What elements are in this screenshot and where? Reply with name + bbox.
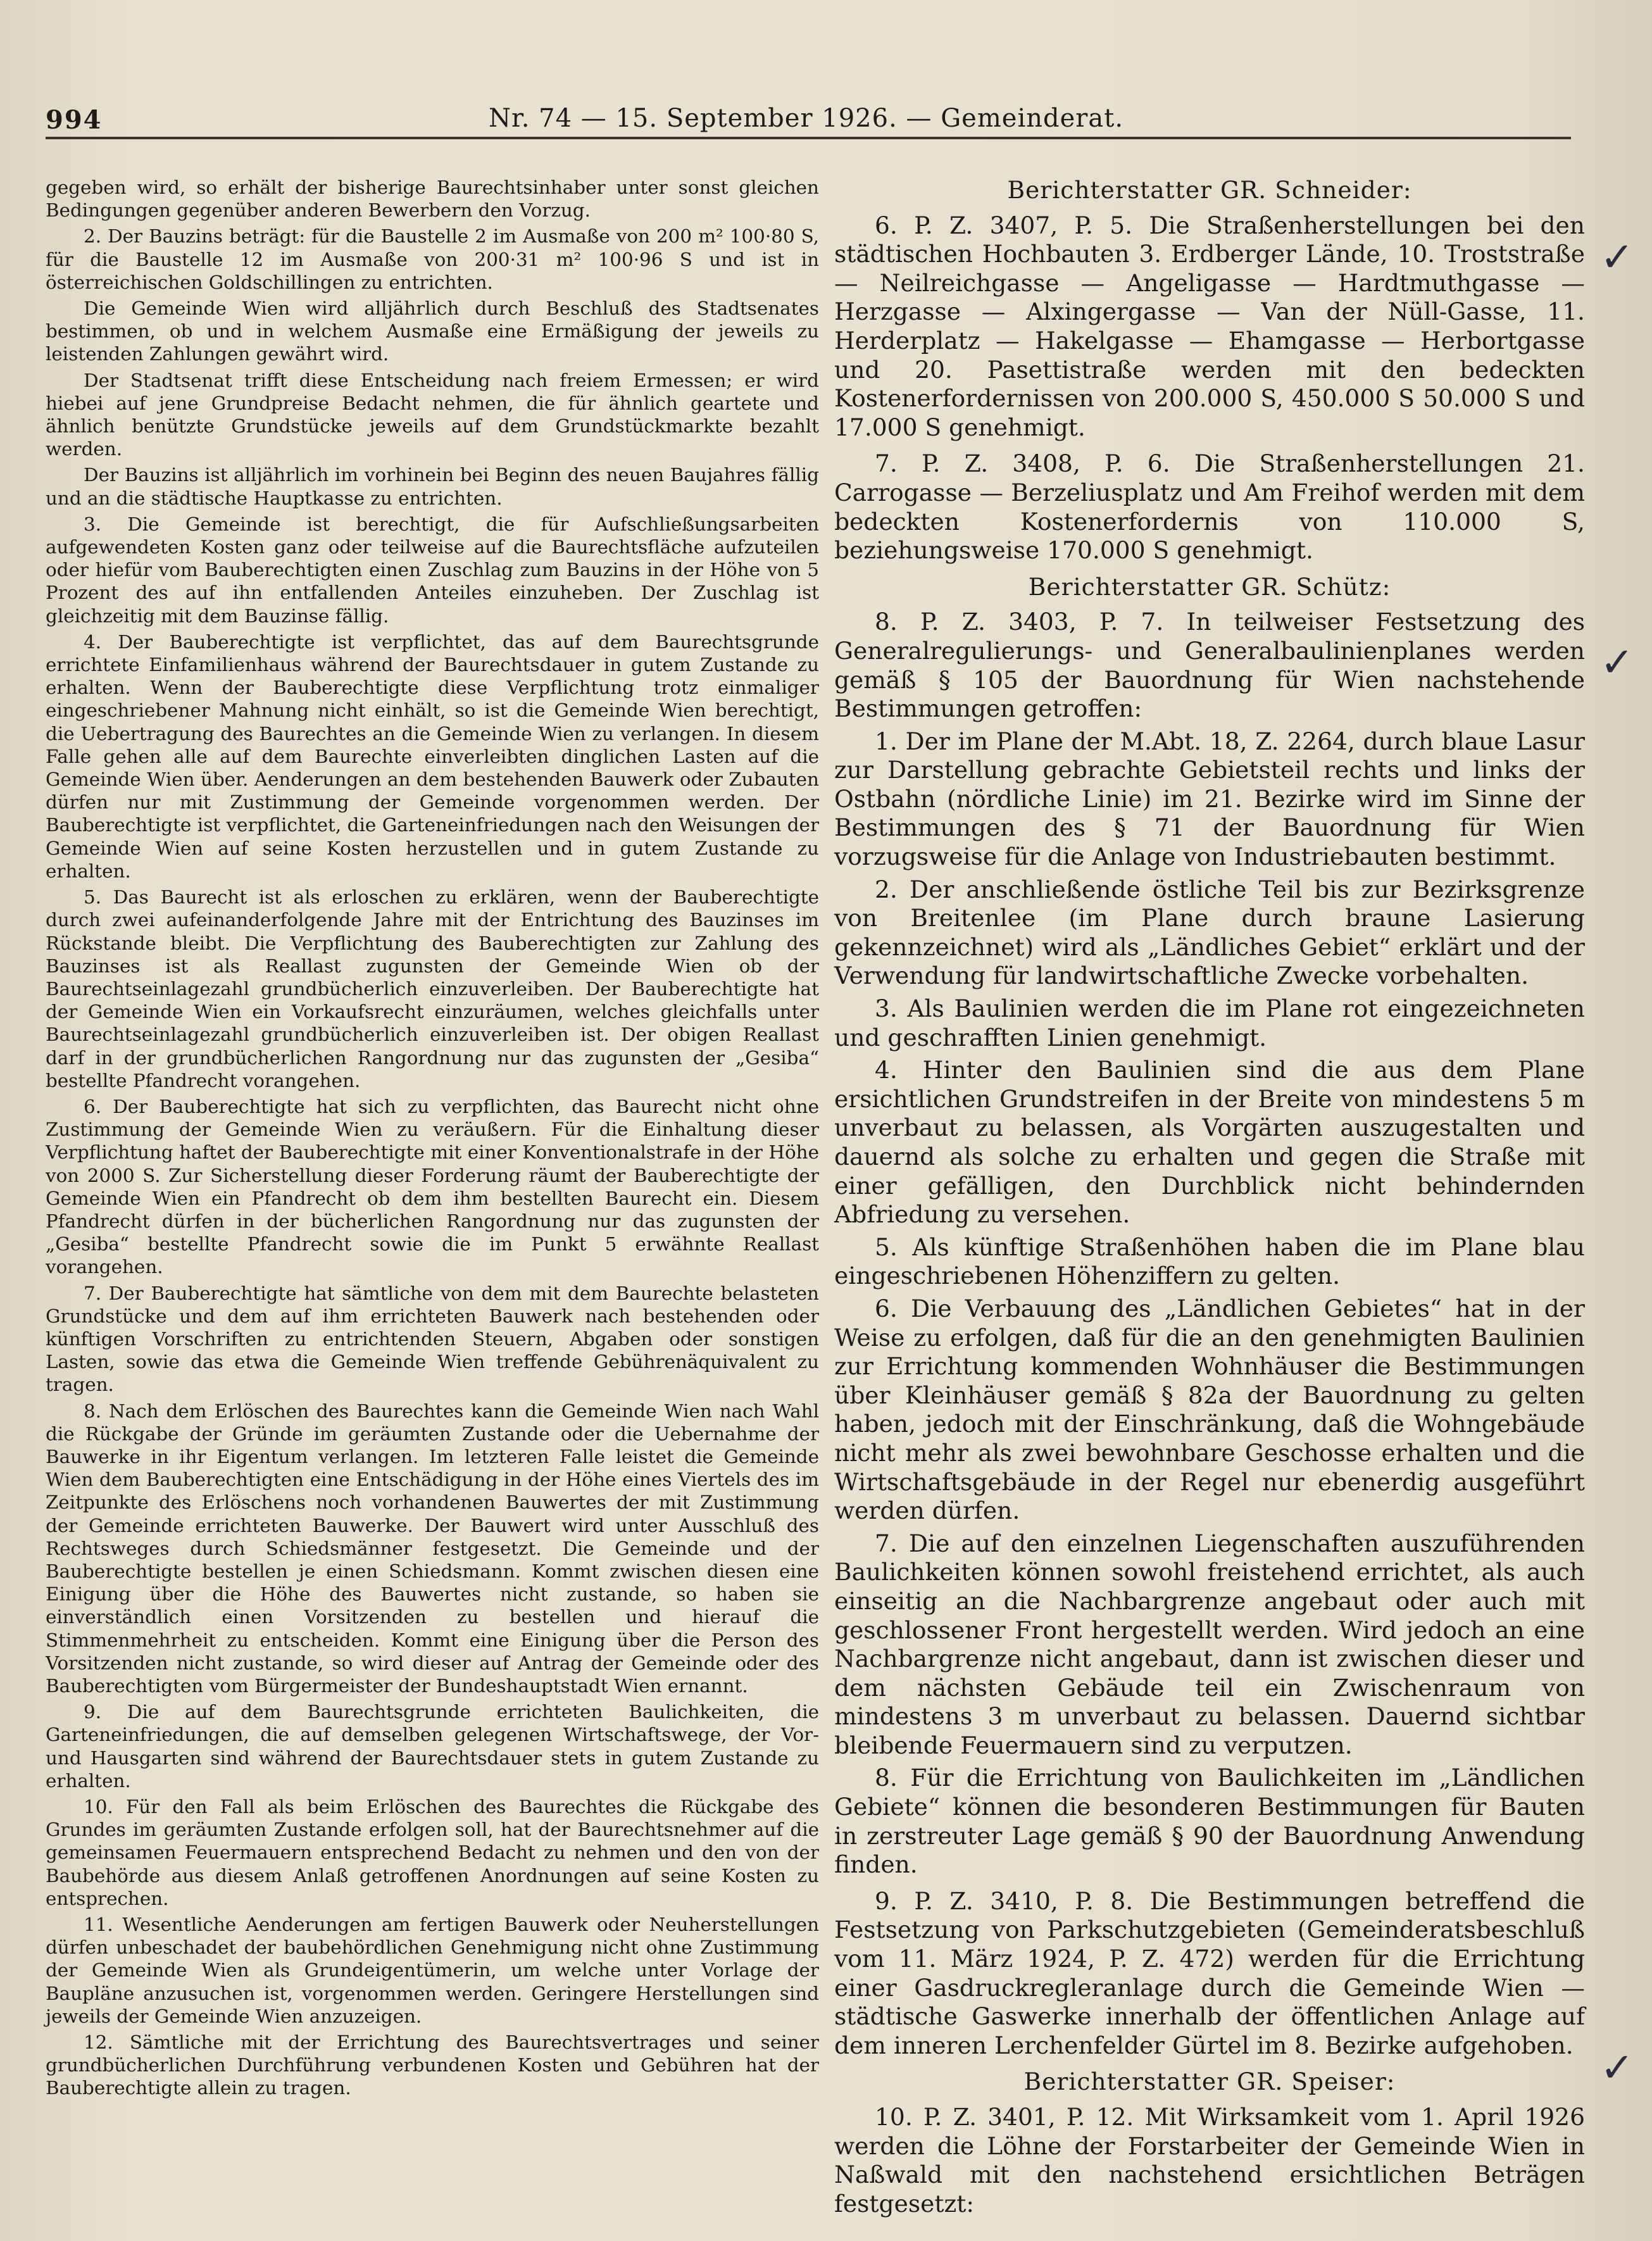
page-number: 994 <box>46 105 103 135</box>
pencil-check-mark-icon: ✓ <box>1600 639 1634 686</box>
pencil-check-mark-icon: ✓ <box>1600 234 1634 281</box>
paragraph: 2. Der Bauzins beträgt: für die Baustelle 2 im Ausmaße von 200 m² 100·80 S, für die Baustelle 12 im Ausmaße von 200·31 m² 100·96 S und ist in österreichischen Goldschillingen zu entrichten. <box>46 225 819 293</box>
paragraph: 3. Die Gemeinde ist berechtigt, die für Aufschließungsarbeiten aufgewendeten Kosten ganz oder teilweise auf die Baurechtsfläche aufzuteilen oder hiefür vom Bauberechtigten einen Zuschlag zum Bauzins in der Höhe von 5 Prozent des auf ihn entfallenden Anteiles einzuheben. Der Zuschlag ist gleichzeitig mit dem Bauzinse fällig. <box>46 513 819 627</box>
agenda-item-7: 7. P. Z. 3408, P. 6. Die Straßenherstellungen 21. Carrogasse — Berzeliusplatz und Am Freihof werden mit dem bedeckten Kostenerfordernis von 110.000 S, beziehungsweise 170.000 S genehmigt. <box>834 449 1585 565</box>
agenda-item-8: 8. P. Z. 3403, P. 7. In teilweiser Festsetzung des Generalregulierungs- und Generalbaulinienplanes werden gemäß § 105 der Bauordnung für Wien nachstehende Bestimmungen getroffen: <box>834 608 1585 723</box>
sub-item: 1. Der im Plane der M.Abt. 18, Z. 2264, durch blaue Lasur zur Darstellung gebrachte Gebietsteil rechts und links der Ostbahn (nördliche Linie) im 21. Bezirke wird im Sinne der Bestimmungen des § 71 der Bauordnung für Wien vorzugsweise für die Anlage von Industriebauten bestimmt. <box>834 727 1585 871</box>
paragraph: 11. Wesentliche Aenderungen am fertigen Bauwerk oder Neuherstellungen dürfen unbeschadet der baubehördlichen Genehmigung nicht ohne Zustimmung der Gemeinde Wien als Grundeigentümerin, um welche unter Vorlage der Baupläne anzusuchen ist, vorgenommen werden. Geringere Herstellungen sind jeweils der Gemeinde Wien anzuzeigen. <box>46 1914 819 2027</box>
sub-item: 6. Die Verbauung des „Ländlichen Gebietes“ hat in der Weise zu erfolgen, daß für die an den genehmigten Baulinien zur Errichtung kommenden Wohnhäuser die Bestimmungen über Kleinhäuser gemäß § 82a der Bauordnung zu gelten haben, jedoch mit der Einschränkung, daß die Wohngebäude nicht mehr als zwei bewohnbare Geschosse erhalten und die Wirtschaftsgebäude in der Regel nur ebenerdig ausgeführt werden dürfen. <box>834 1294 1585 1525</box>
sub-item: 7. Die auf den einzelnen Liegenschaften auszuführenden Baulichkeiten können sowohl freistehend errichtet, als auch einseitig an die Nachbargrenze angebaut oder auch mit geschlossener Front hergestellt werden. Wird jedoch an eine Nachbargrenze nicht angebaut, dann ist zwischen dieser und dem nächsten Gebäude teil ein Zwischenraum von mindestens 3 m unverbaut zu belassen. Dauernd sichtbar bleibende Feuermauern sind zu verputzen. <box>834 1529 1585 1759</box>
left-column <box>46 176 819 2103</box>
rapporteur-heading: Berichterstatter GR. Schneider: <box>1007 176 1412 204</box>
paragraph: 7. Der Bauberechtigte hat sämtliche von dem mit dem Baurechte belasteten Grundstücke und dem auf ihm errichteten Bauwerk nach bestehenden oder künftigen Vorschriften zu entrichtenden Steuern, Abgaben oder sonstigen Lasten, sowie das etwa die Gemeinde Wien treffende Gebührenäquivalent zu tragen. <box>46 1282 819 1396</box>
sub-item: 3. Als Baulinien werden die im Plane rot eingezeichneten und geschrafften Linien genehmigt. <box>834 995 1585 1051</box>
header-rule <box>46 137 1571 139</box>
running-title: Nr. 74 — 15. September 1926. — Gemeinderat. <box>489 104 1124 133</box>
paragraph: 4. Der Bauberechtigte ist verpflichtet, das auf dem Baurechtsgrunde errichtete Einfamilienhaus während der Baurechtsdauer in gutem Zustande zu erhalten. Wenn der Bauberechtigte diese Verpflichtung trotz einmaliger eingeschriebener Mahnung nicht einhält, so ist die Gemeinde Wien berechtigt, die Uebertragung des Baurechtes an die Gemeinde Wien zu verlangen. In diesem Falle gehen alle auf dem Baurechte einverleibten dinglichen Lasten auf die Gemeinde Wien über. Aenderungen an dem bestehenden Bauwerk oder Zubauten dürfen nur mit Zustimmung der Gemeinde vorgenommen werden. Der Bauberechtigte ist verpflichtet, die Garteneinfriedungen nach den Weisungen der Gemeinde Wien auf seine Kosten herzustellen und in gutem Zustande zu erhalten. <box>46 631 819 882</box>
sub-item: 2. Der anschließende östliche Teil bis zur Bezirksgrenze von Breitenlee (im Plane durch braune Lasierung gekennzeichnet) wird als „Ländliches Gebiet“ erklärt und der Verwendung für landwirtschaftliche Zwecke vorbehalten. <box>834 875 1585 990</box>
sub-item: 5. Als künftige Straßenhöhen haben die im Plane blau eingeschriebenen Höhenziffern zu gelten. <box>834 1233 1585 1290</box>
paragraph: Der Bauzins ist alljährlich im vorhinein bei Beginn des neuen Baujahres fällig und an die städtische Hauptkasse zu entrichten. <box>46 464 819 509</box>
sub-item: 8. Für die Errichtung von Baulichkeiten im „Ländlichen Gebiete“ können die besonderen Bestimmungen für Bauten in zerstreuter Lage gemäß § 90 der Bauordnung Anwendung finden. <box>834 1764 1585 1879</box>
paragraph: 5. Das Baurecht ist als erloschen zu erklären, wenn der Bauberechtigte durch zwei aufeinanderfolgende Jahre mit der Entrichtung des Bauzinses im Rückstande bleibt. Die Verpflichtung des Bauberechtigten zur Zahlung des Bauzinses ist als Reallast zugunsten der Gemeinde Wien ob der Baurechtseinlagezahl grundbücherlich einzuverleiben. Der Bauberechtigte hat der Gemeinde Wien ein Vorkaufsrecht einzuräumen, welches gleichfalls unter Baurechtseinlagezahl grundbücherlich einzuverleiben ist. Der obigen Reallast darf in der grundbücherlichen Rangordnung nur das zugunsten der „Gesiba“ bestellte Pfandrecht vorangehen. <box>46 886 819 1091</box>
paragraph: Der Stadtsenat trifft diese Entscheidung nach freiem Ermessen; er wird hiebei auf jene Grundpreise Bedacht nehmen, die für ähnlich geartete und ähnlich benützte Grundstücke jeweils auf dem Grundstückmarkte bezahlt werden. <box>46 369 819 460</box>
paragraph: gegeben wird, so erhält der bisherige Baurechtsinhaber unter sonst gleichen Bedingungen gegenüber anderen Bewerbern den Vorzug. <box>46 177 819 222</box>
agenda-item-10: 10. P. Z. 3401, P. 12. Mit Wirksamkeit vom 1. April 1926 werden die Löhne der Forstarbeiter der Gemeinde Wien in Naßwald mit den nachstehend ersichtlichen Beträgen festgesetzt: <box>834 2103 1585 2218</box>
paragraph: 10. Für den Fall als beim Erlöschen des Baurechtes die Rückgabe des Grundes im geräumten Zustande erfolgen soll, hat der Baurechtsnehmer auf die gemeinsamen Feuermauern entsprechend Bedacht zu nehmen und den von der Baubehörde aus diesem Anlaß getroffenen Anordnungen auf seine Kosten zu entsprechen. <box>46 1796 819 1909</box>
paragraph: 8. Nach dem Erlöschen des Baurechtes kann die Gemeinde Wien nach Wahl die Rückgabe der Gründe im geräumten Zustande oder die Uebernahme der Bauwerke in ihr Eigentum verlangen. Im letzteren Falle leistet die Gemeinde Wien dem Bauberechtigten eine Entschädigung in der Höhe eines Viertels des im Zeitpunkte des Erlöschens noch vorhandenen Bauwertes der mit Zustimmung der Gemeinde errichteten Bauwerke. Der Bauwert wird unter Ausschluß des Rechtsweges durch Schiedsmänner festgesetzt. Die Gemeinde und der Bauberechtigte bestellen je einen Schiedsmann. Kommt zwischen diesen eine Einigung über die Höhe des Bauwertes nicht zustande, so haben sie einverständlich einen Vorsitzenden zu bestellen und hierauf die Stimmenmehrheit zu entscheiden. Kommt eine Einigung über die Person des Vorsitzenden nicht zustande, so wird dieser auf Antrag der Gemeinde oder des Bauberechtigten vom Bürgermeister der Bundeshauptstadt Wien ernannt. <box>46 1400 819 1697</box>
paragraph: 12. Sämtliche mit der Errichtung des Baurechtsvertrages und seiner grundbücherlichen Durchführung verbundenen Kosten und Gebühren hat der Bauberechtigte allein zu tragen. <box>46 2031 819 2099</box>
paragraph: 6. Der Bauberechtigte hat sich zu verpflichten, das Baurecht nicht ohne Zustimmung der Gemeinde Wien zu veräußern. Für die Einhaltung dieser Verpflichtung haftet der Bauberechtigte mit einer Konventionalstrafe in der Höhe von 2000 S. Zur Sicherstellung dieser Forderung räumt der Bauberechtigte der Gemeinde Wien ein Pfandrecht ob dem ihm bestellten Baurecht ein. Diesem Pfandrecht dürfen in der bücherlichen Rangordnung nur das zugunsten der „Gesiba“ bestellte Pfandrecht sowie die im Punkt 5 erwähnte Reallast vorangehen. <box>46 1095 819 1278</box>
paragraph: Die Gemeinde Wien wird alljährlich durch Beschluß des Stadtsenates bestimmen, ob und in welchem Ausmaße eine Ermäßigung der jeweils zu leistenden Zahlungen gewährt wird. <box>46 298 819 365</box>
rapporteur-heading: Berichterstatter GR. Schütz: <box>1028 572 1391 601</box>
paragraph: 9. Die auf dem Baurechtsgrunde errichteten Baulichkeiten, die Garteneinfriedungen, die auf demselben gelegenen Wirtschaftswege, der Vor- und Hausgarten sind während der Baurechtsdauer stets in gutem Zustande zu erhalten. <box>46 1701 819 1792</box>
sub-item: 4. Hinter den Baulinien sind die aus dem Plane ersichtlichen Grundstreifen in der Breite von mindestens 5 m unverbaut zu belassen, als Vorgärten auszugestalten und dauernd als solche zu erhalten und gegen die Straße mit einer gefälligen, den Durchblick nicht behindernden Abfriedung zu versehen. <box>834 1056 1585 1229</box>
right-column <box>834 176 1585 2222</box>
rapporteur-heading: Berichterstatter GR. Speiser: <box>1023 2068 1396 2096</box>
pencil-check-mark-icon: ✓ <box>1600 2045 1634 2092</box>
agenda-item-6: 6. P. Z. 3407, P. 5. Die Straßenherstellungen bei den städtischen Hochbauten 3. Erdberger Lände, 10. Troststraße — Neilreichgasse — Angeligasse — Hardtmuthgasse — Herzgasse — Alxingergasse — Van der Nüll-Gasse, 11. Herderplatz — Hakelgasse — Ehamgasse — Herbortgasse und 20. Pasettistraße werden mit den bedeckten Kostenerfordernissen von 200.000 S, 450.000 S 50.000 S und 17.000 S genehmigt. <box>834 211 1585 441</box>
agenda-item-9: 9. P. Z. 3410, P. 8. Die Bestimmungen betreffend die Festsetzung von Parkschutzgebieten (Gemeinderatsbeschluß vom 11. März 1924, P. Z. 472) werden für die Errichtung einer Gasdruckregleranlage durch die Gemeinde Wien — städtische Gaswerke innerhalb der öffentlichen Anlage auf dem inneren Lerchenfelder Gürtel im 8. Bezirke aufgehoben. <box>834 1886 1585 2059</box>
page-header <box>46 89 1571 139</box>
